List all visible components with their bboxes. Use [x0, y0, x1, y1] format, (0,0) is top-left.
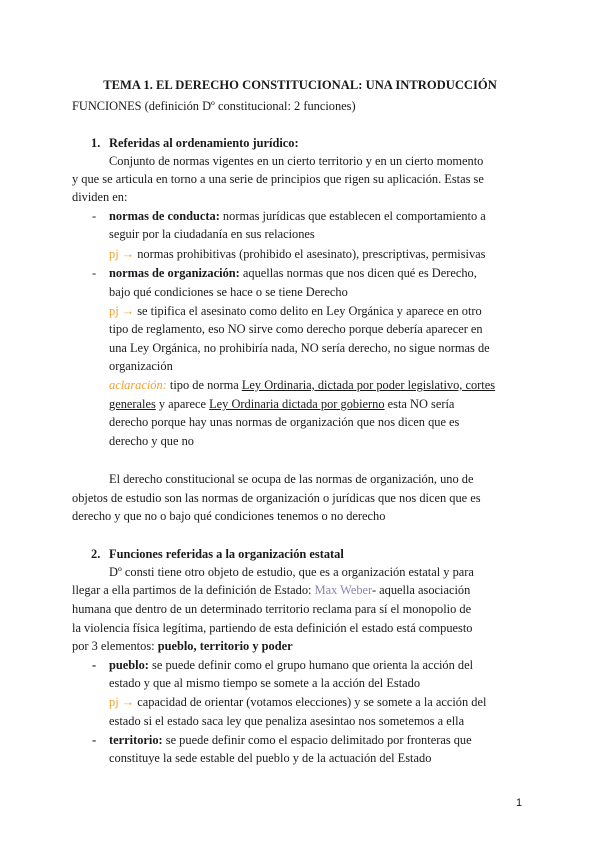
elements-list: pueblo, territorio y poder: [157, 639, 293, 653]
bullet-term: normas de conducta:: [109, 209, 220, 223]
example-line: [109, 302, 482, 320]
bullet-term: pueblo:: [109, 658, 149, 672]
bullet-term: territorio:: [109, 733, 163, 747]
clarification-text: y aparece: [155, 397, 210, 411]
bullet-text: normas jurídicas que establecen el comportamiento a: [219, 209, 486, 223]
paragraph-line: derecho y que no o bajo qué condiciones tenemos o no derecho: [72, 509, 386, 523]
bullet-pueblo: [109, 656, 473, 674]
paragraph-text: llegar a ella partimos de la definición de Estado:: [72, 583, 315, 597]
section-2-heading: Funciones referidas a la organización estatal: [109, 547, 344, 561]
underlined-term: Ley Ordinaria dictada por gobierno: [209, 397, 385, 411]
section-1-number: 1.: [91, 136, 101, 150]
example-label: pj →: [109, 247, 135, 261]
section-1-heading: Referidas al ordenamiento jurídico:: [109, 136, 299, 150]
section-1-paragraph-line: Conjunto de normas vigentes en un cierto territorio y en un cierto momento: [109, 154, 484, 168]
example-text-line: estado si el estado saca ley que penaliza asesintao nos sometemos a ella: [109, 714, 465, 728]
section-2-number: 2.: [91, 547, 101, 561]
bullet-text: aquellas normas que nos dicen qué es Derecho,: [239, 266, 477, 280]
example-label: pj →: [109, 695, 135, 709]
bullet-dash: -: [92, 658, 97, 672]
section-2-paragraph-line: Dº consti tiene otro objeto de estudio, que es a organización estatal y para: [109, 565, 474, 579]
clarification-label: aclaración:: [109, 378, 167, 392]
bullet-text: se puede definir como el espacio delimitado por fronteras que: [162, 733, 472, 747]
bullet-dash: -: [92, 266, 97, 280]
bullet-organization-norms: [109, 264, 477, 282]
document-title: TEMA 1. EL DERECHO CONSTITUCIONAL: UNA INTRODUCCIÓN: [103, 78, 497, 92]
bullet-term: normas de organización:: [109, 266, 240, 280]
example-text-line: una Ley Orgánica, no prohibiría nada, NO sería derecho, no sigue normas de: [109, 341, 490, 355]
bullet-territorio: [109, 731, 472, 749]
clarification-text: esta NO sería: [384, 397, 455, 411]
bullet-dash: -: [92, 733, 97, 747]
bullet-text-line: seguir por la ciudadanía en sus relaciones: [109, 227, 315, 241]
example-text: se tipifica el asesinato como delito en Ley Orgánica y aparece en otro: [134, 304, 482, 318]
paragraph-text: - aquella asociación: [371, 583, 471, 597]
underlined-term: generales: [109, 397, 156, 411]
underlined-term: Ley Ordinaria, dictada por poder legislativo, cortes: [241, 378, 496, 392]
clarification-text: tipo de norma: [166, 378, 242, 392]
example-text-line: organización: [109, 359, 173, 373]
paragraph-text: por 3 elementos:: [72, 639, 158, 653]
bullet-text-line: bajo qué condiciones se hace o se tiene Derecho: [109, 285, 348, 299]
clarification-line: [109, 376, 495, 394]
section-2-paragraph-line: humana que dentro de un determinado territorio reclama para sí el monopolio de: [72, 602, 472, 616]
section-2-paragraph-line: la violencia física legítima, partiendo de esta definición el estado está compuesto: [72, 621, 473, 635]
example-line: [109, 693, 486, 711]
bullet-text-line: estado y que al mismo tiempo se somete a la acción del Estado: [109, 676, 421, 690]
clarification-text-line: derecho y que no: [109, 434, 194, 448]
example-text: normas prohibitivas (prohibido el asesinato), prescriptivas, permisivas: [134, 247, 486, 261]
example-label: pj →: [109, 304, 135, 318]
max-weber-reference: Max Weber: [314, 583, 372, 597]
example-line: [109, 245, 485, 263]
bullet-text-line: constituye la sede estable del pueblo y de la actuación del Estado: [109, 751, 432, 765]
paragraph-line: objetos de estudio son las normas de organización o jurídicas que nos dicen que es: [72, 491, 481, 505]
bullet-conduct-norms: [109, 207, 486, 225]
bullet-dash: -: [92, 209, 97, 223]
section-1-paragraph-line: y que se articula en torno a una serie de principios que rigen su aplicación. Estas se: [72, 172, 484, 186]
section-2-paragraph-line: [72, 581, 470, 599]
paragraph-line: El derecho constitucional se ocupa de las normas de organización, uno de: [109, 472, 474, 486]
example-text: capacidad de orientar (votamos elecciones) y se somete a la acción del: [134, 695, 487, 709]
subtitle: FUNCIONES (definición Dº constitucional: 2 funciones): [72, 99, 356, 113]
example-text-line: tipo de reglamento, eso NO sirve como derecho porque debería aparecer en: [109, 322, 483, 336]
clarification-line: [109, 395, 454, 413]
bullet-text: se puede definir como el grupo humano que orienta la acción del: [148, 658, 474, 672]
section-2-paragraph-line: [72, 637, 293, 655]
page-number: 1: [516, 797, 523, 809]
clarification-text-line: derecho porque hay unas normas de organización que nos dicen que es: [109, 415, 460, 429]
section-1-paragraph-line: dividen en:: [72, 190, 128, 204]
